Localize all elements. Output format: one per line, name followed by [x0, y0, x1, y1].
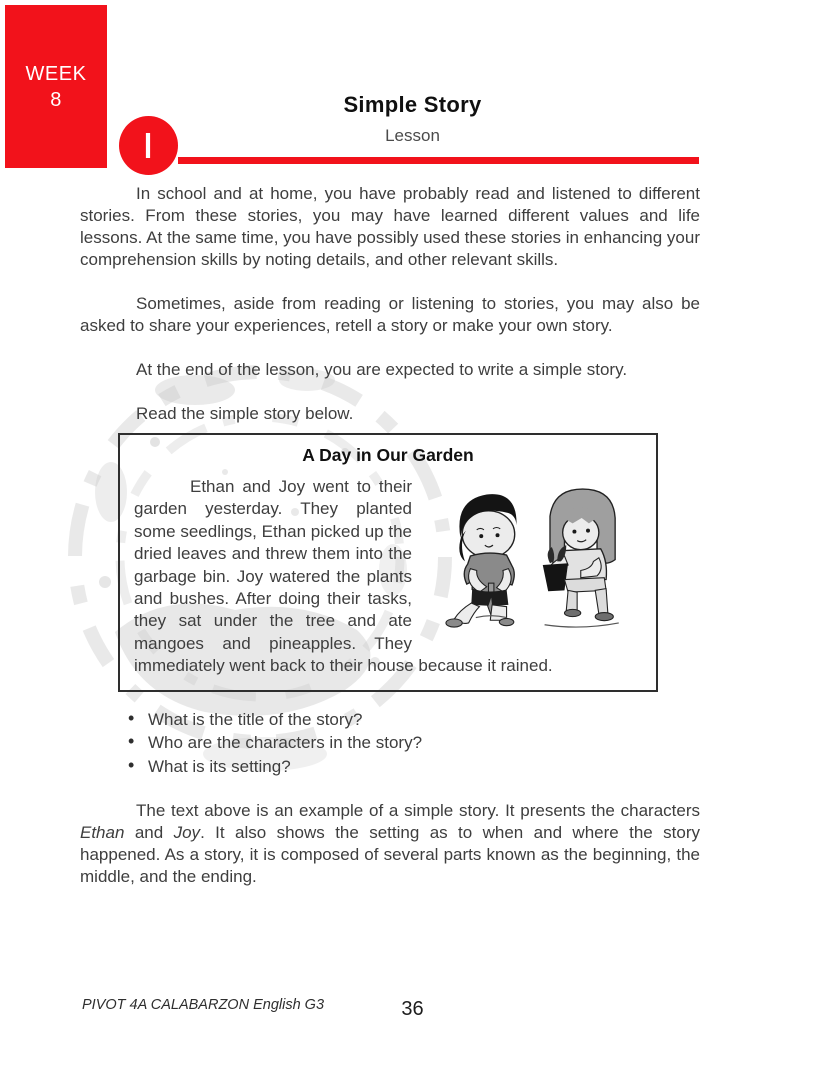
page-title: Simple Story	[343, 92, 482, 117]
footer-book-label: PIVOT 4A CALABARZON English G3	[82, 997, 325, 1013]
boy-figure	[446, 494, 517, 627]
read-instruction: Read the simple story below.	[136, 404, 354, 423]
question-item: • What is its setting?	[128, 755, 700, 779]
intro-paragraph-1: In school and at home, you have probably read and listened to different stories. From these stories, you may have learned different values and life lessons. At the same time, you have possibly used these stories in enhancing your comprehension skills by noting details, and other relevant skills.	[80, 184, 700, 269]
lesson-subtitle: Lesson	[385, 126, 440, 145]
closing-text-1: The text above is an example of a simple story. It presents the characters	[136, 801, 700, 821]
lesson-marker-letter: I	[144, 124, 153, 166]
body-column	[80, 183, 700, 910]
closing-text-3: . It also shows the setting as to when and where the story happened. As a story, it is composed of several parts known as the beginning, the middle, and the ending.	[80, 823, 700, 887]
lesson-marker-badge	[119, 116, 178, 175]
intro-paragraph-2: Sometimes, aside from reading or listening to stories, you may also be asked to share your experiences, retell a story or make your own story.	[80, 294, 700, 335]
comprehension-questions	[104, 708, 700, 779]
character-name-ethan: Ethan	[80, 823, 125, 843]
story-body: Ethan and Joy went to their garden yesterday. They planted some seedlings, Ethan picked up the dried leaves and threw them into the garbage bin. Joy watered the plants and bushes. After doing their tasks, they sat under the tree and ate mangoes and pineapples. They immediately went back to their house because it rained.	[134, 477, 553, 676]
closing-text-2: and	[124, 823, 174, 843]
question-item: • What is the title of the story?	[128, 708, 700, 732]
week-label: WEEK	[25, 62, 87, 85]
children-gardening-illustration	[420, 480, 642, 632]
week-badge	[5, 5, 107, 168]
page-number: 36	[401, 998, 424, 1020]
question-item: • Who are the characters in the story?	[128, 731, 700, 755]
story-box	[118, 433, 658, 692]
story-title: A Day in Our Garden	[302, 445, 474, 465]
girl-figure	[543, 489, 619, 627]
week-number: 8	[50, 88, 62, 111]
closing-paragraph	[80, 800, 700, 888]
objective-paragraph: At the end of the lesson, you are expected to write a simple story.	[136, 360, 628, 379]
character-name-joy: Joy	[173, 823, 201, 843]
header-rule	[178, 157, 699, 164]
